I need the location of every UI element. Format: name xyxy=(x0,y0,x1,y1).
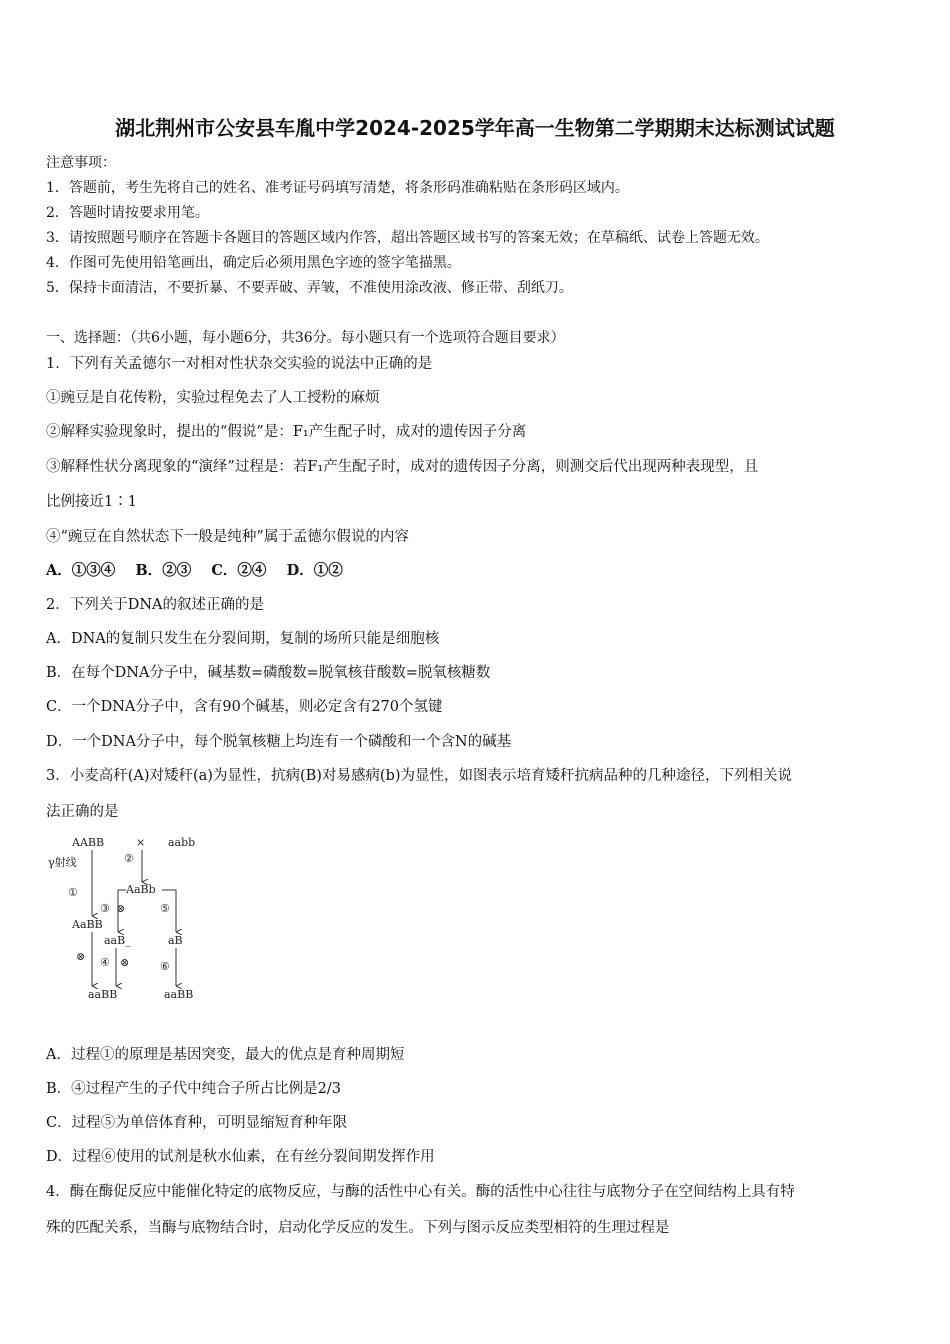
step-1-label: ① xyxy=(68,886,78,899)
haploid-ab: aB xyxy=(168,934,183,947)
step-6-label: ⑥ xyxy=(160,960,170,973)
q3-option-c: C．过程⑤为单倍体育种，可明显缩短育种年限 xyxy=(46,1115,348,1131)
q2-stem: 2．下列关于DNA的叙述正确的是 xyxy=(46,597,265,613)
q2-option-c: C．一个DNA分子中，含有90个碱基，则必定含有270个氢键 xyxy=(46,699,443,715)
parent-aabb-upper: AABB xyxy=(72,836,105,849)
notice-heading: 注意事项： xyxy=(46,155,116,171)
mutant-aabb: AaBB xyxy=(72,918,103,931)
q3-stem: 3．小麦高秆(A)对矮秆(a)为显性，抗病(B)对易感病(b)为显性，如图表示培育矮秆抗病品种的几种途径，下列相关说 xyxy=(46,768,793,784)
q3-option-a: A．过程①的原理是基因突变，最大的优点是育种周期短 xyxy=(46,1047,405,1063)
step-5-label: ⑤ xyxy=(160,902,170,915)
selfing-symbol: ⊗ xyxy=(120,956,130,969)
notice-item: 2．答题时请按要求用笔。 xyxy=(46,205,209,221)
q1-item: ③解释性状分离现象的“演绎”过程是：若F₁产生配子时，成对的遗传因子分离，则测交后代出现两种表现型，且 xyxy=(46,459,759,475)
notice-item: 4．作图可先使用铅笔画出，确定后必须用黑色字迹的签字笔描黑。 xyxy=(46,255,461,271)
section-heading: 一、选择题：（共6小题，每小题6分，共36分。每小题只有一个选项符合题目要求） xyxy=(46,330,565,346)
q2-option-a: A．DNA的复制只发生在分裂间期，复制的场所只能是细胞核 xyxy=(46,631,440,647)
q1-item: ②解释实验现象时，提出的“假说”是：F₁产生配子时，成对的遗传因子分离 xyxy=(46,424,527,440)
page-title: 湖北荆州市公安县车胤中学2024-2025学年高一生物第二学期期末达标测试试题 xyxy=(115,116,835,140)
result-aabb-2: aaBB xyxy=(164,988,194,1001)
q2-option-b: B．在每个DNA分子中，碱基数=磷酸数=脱氧核苷酸数=脱氧核糖数 xyxy=(46,665,491,681)
q3-option-b: B．④过程产生的子代中纯合子所占比例是2/3 xyxy=(46,1081,341,1097)
result-aabb-1: aaBB xyxy=(88,988,118,1001)
q1-stem: 1．下列有关孟德尔一对相对性状杂交实验的说法中正确的是 xyxy=(46,356,433,372)
q1-item: ④“豌豆在自然状态下一般是纯种”属于孟德尔假说的内容 xyxy=(46,529,409,545)
selfing-symbol: ⊗ xyxy=(76,950,86,963)
notice-item: 5．保持卡面清洁，不要折暴、不要弄破、弄皱，不准使用涂改液、修正带、刮纸刀。 xyxy=(46,280,573,296)
q2-option-d: D．一个DNA分子中，每个脱氧核糖上均连有一个磷酸和一个含N的碱基 xyxy=(46,734,512,750)
breeding-diagram xyxy=(46,830,216,1010)
f1-aabb: AaBb xyxy=(126,883,156,896)
notice-item: 3．请按照题号顺序在答题卡各题目的答题区域内作答，超出答题区域书写的答案无效；在草稿纸、试卷上答题无效。 xyxy=(46,230,769,246)
parent-aabb-lower: aabb xyxy=(168,836,196,849)
q4-stem: 4．酶在酶促反应中能催化特定的底物反应，与酶的活性中心有关。酶的活性中心往往与底物分子在空间结构上具有特 xyxy=(46,1184,795,1200)
q4-stem-cont: 殊的匹配关系，当酶与底物结合时，启动化学反应的发生。下列与图示反应类型相符的生理过程是 xyxy=(46,1220,670,1236)
cross-symbol: × xyxy=(136,836,146,849)
step-4-label: ④ xyxy=(100,956,110,969)
gamma-ray-label: γ射线 xyxy=(48,856,77,869)
selfing-symbol: ⊗ xyxy=(116,902,126,915)
q3-option-d: D．过程⑥使用的试剂是秋水仙素，在有丝分裂间期发挥作用 xyxy=(46,1149,435,1165)
notice-item: 1．答题前，考生先将自己的姓名、准考证号码填写清楚，将条形码准确粘贴在条形码区域内。 xyxy=(46,180,629,196)
q1-options: A．①③④ B．②③ C．②④ D．①② xyxy=(46,562,343,579)
step-3-label: ③ xyxy=(100,902,110,915)
q1-item: ①豌豆是自花传粉，实验过程免去了人工授粉的麻烦 xyxy=(46,390,380,406)
offspring-aab: aaB_ xyxy=(104,934,131,947)
q3-stem-cont: 法正确的是 xyxy=(46,804,119,820)
q1-item: 比例接近1∶1 xyxy=(46,494,137,510)
step-2-label: ② xyxy=(124,852,134,865)
